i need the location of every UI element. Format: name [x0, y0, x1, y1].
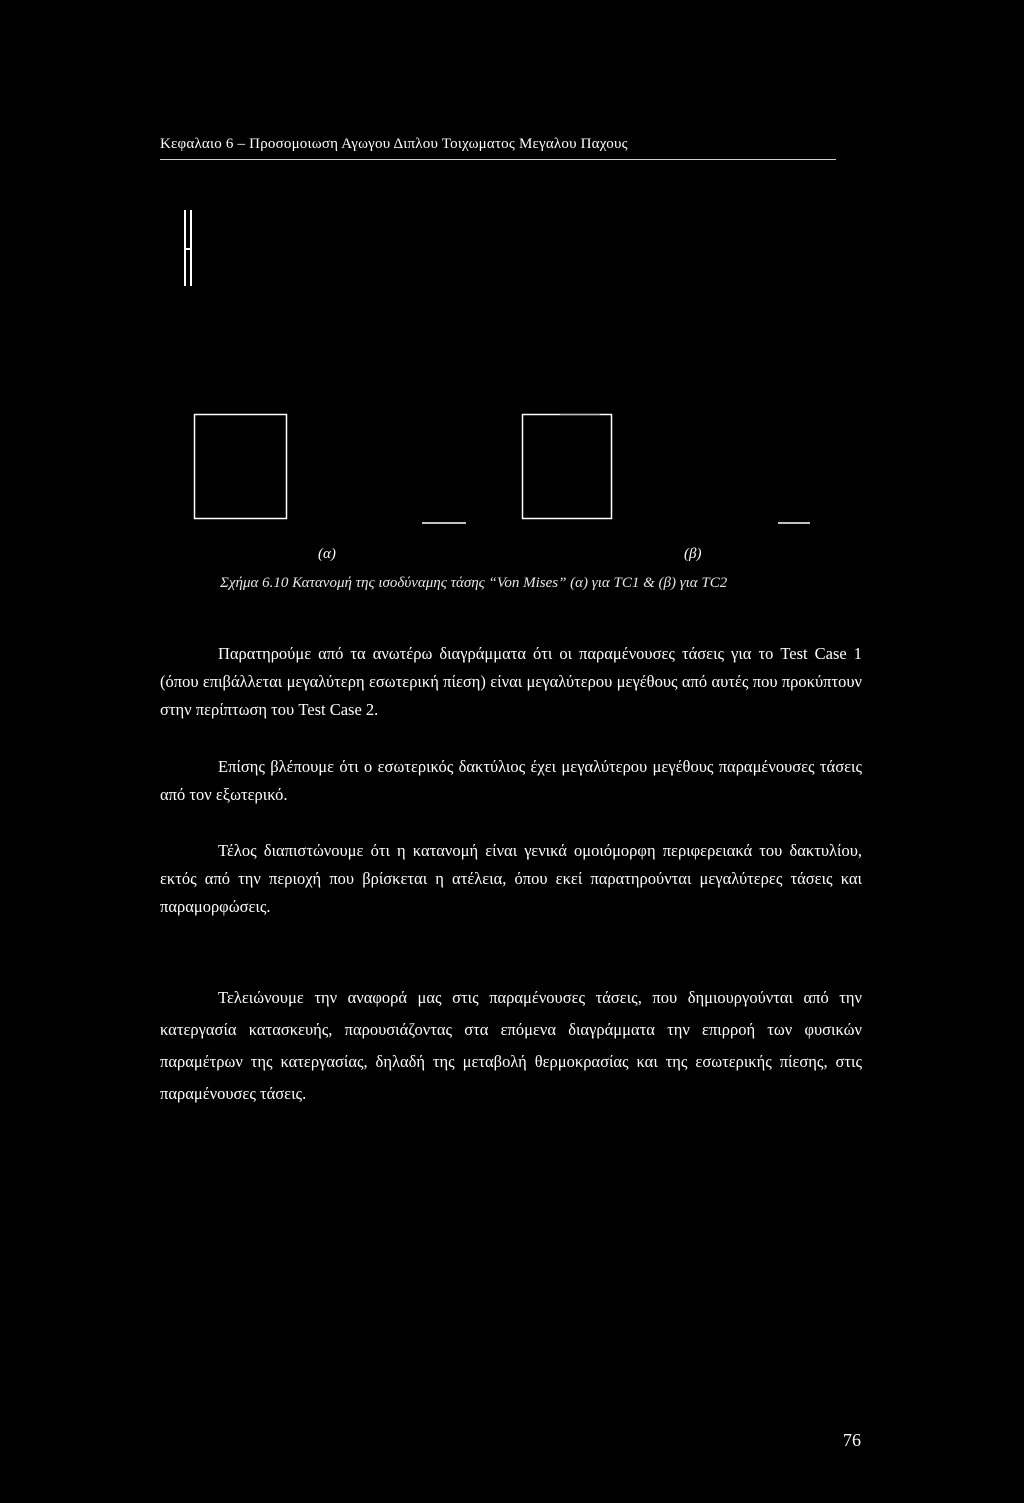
panel-label-b: (β) — [684, 546, 702, 562]
page-number: 76 — [843, 1430, 861, 1450]
paragraph-4 — [160, 982, 862, 1110]
paragraph-1 — [160, 640, 862, 724]
figure-graphic — [160, 170, 836, 540]
panel-a-box — [195, 415, 287, 519]
panel-b-box — [523, 415, 612, 519]
figure — [160, 170, 836, 590]
paragraph-1-text: Παρατηρούμε από τα ανωτέρω διαγράμματα ότι οι παραμένουσες τάσεις για το Test Case 1 (όπου επιβάλλεται μεγαλύτερη εσωτερική πίεση) είναι μεγαλύτερου μεγέθους από αυτές που προκύπτουν στην περίπτωση του Test Case 2. — [160, 644, 862, 719]
paragraph-3 — [160, 837, 862, 921]
paragraph-2 — [160, 753, 862, 809]
running-header: Κεφαλαιο 6 – Προσομοιωση Αγωγου Διπλου Τοιχωματος Μεγαλου Παχους — [160, 136, 628, 152]
legend-bar-gap — [184, 248, 192, 250]
paragraph-4-text: Τελειώνουμε την αναφορά μας στις παραμένουσες τάσεις, που δημιουργούνται από την κατεργασία κατασκευής, παρουσιάζοντας στα επόμενα διαγράμματα την επιρροή των φυσικών παραμέτρων της κατεργασίας, δηλαδή της μεταβολή θερμοκρασίας και της εσωτερικής πίεσης, στις παραμένουσες τάσεις. — [160, 988, 862, 1103]
header-rule — [160, 159, 836, 160]
paragraph-2-text: Επίσης βλέπουμε ότι ο εσωτερικός δακτύλιος έχει μεγαλύτερου μεγέθους παραμένουσες τάσεις από τον εξωτερικό. — [160, 757, 862, 804]
panel-label-a: (α) — [318, 546, 336, 562]
figure-caption: Σχήμα 6.10 Κατανομή της ισοδύναμης τάσης “Von Mises” (α) για TC1 & (β) για TC2 — [220, 575, 728, 591]
paragraph-3-text: Τέλος διαπιστώνουμε ότι η κατανομή είναι γενικά ομοιόμορφη περιφερειακά του δακτυλίου, εκτός από την περιοχή που βρίσκεται η ατέλεια, όπου εκεί παρατηρούνται μεγαλύτερες τάσεις και παραμορφώσεις. — [160, 841, 862, 916]
